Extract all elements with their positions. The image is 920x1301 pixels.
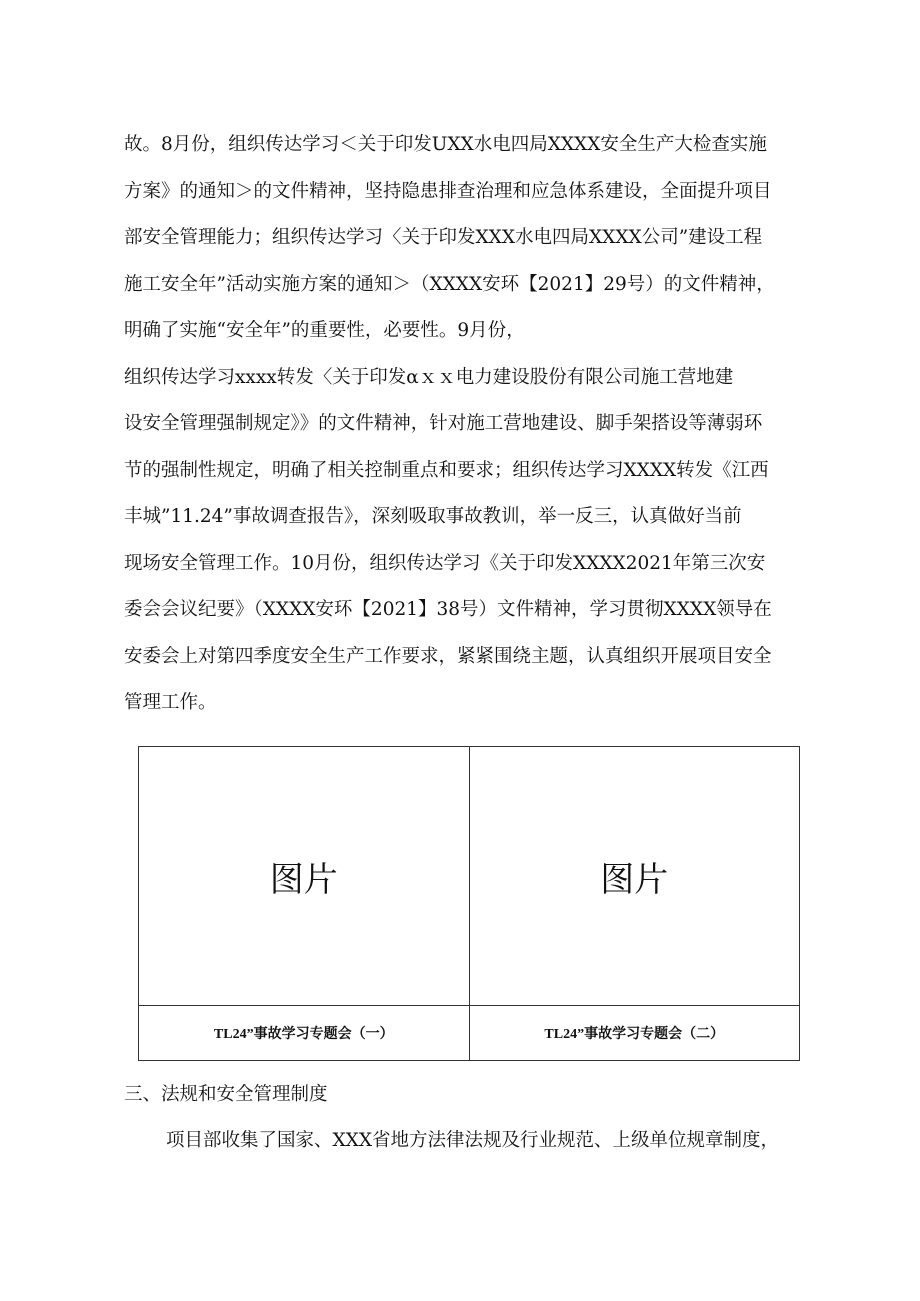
text-line: 安委会上对第四季度安全生产工作要求，紧紧围绕主题，认真组织开展项目安全	[124, 645, 772, 667]
text-line: 丰城”11.24”事故调查报告》，深刻吸取事故教训，举一反三，认真做好当前	[124, 506, 742, 527]
left-caption: TL24”事故学习专题会（一）	[139, 1006, 470, 1061]
text-line: 设安全管理强制规定》》的文件精神，针对施工营地建设、脚手架搭设等薄弱环	[124, 413, 763, 434]
text-line: 节的强制性规定，明确了相关控制重点和要求；组织传达学习XXXX转发《江西	[124, 459, 769, 481]
text-line: 组织传达学习xxxx转发〈关于印发αｘｘ电力建设股份有限公司施工营地建	[124, 366, 734, 388]
text-line: 委会会议纪要》（XXXX安环【2021】38号）文件精神，学习贯彻XXXX领导在	[124, 599, 772, 620]
body-paragraph	[124, 122, 836, 727]
text-line: 方案》的通知＞的文件精神，坚持隐患排查治理和应急体系建设，全面提升项目	[124, 180, 772, 202]
section-paragraph: 项目部收集了国家、XXX省地方法律法规及行业规范、上级单位规章制度，	[166, 1130, 780, 1151]
right-caption: TL24”事故学习专题会（二）	[469, 1006, 800, 1061]
text-line: 管理工作。	[124, 692, 217, 713]
right-image-label: 图片	[600, 859, 669, 900]
text-line: 部安全管理能力；组织传达学习〈关于印发XXX水电四局XXXX公司”建设工程	[124, 227, 763, 248]
left-image-label: 图片	[269, 859, 338, 900]
section-heading: 三、法规和安全管理制度	[124, 1084, 328, 1105]
left-image-placeholder	[139, 747, 470, 1006]
photo-table	[138, 746, 800, 1061]
body-text	[124, 122, 836, 727]
text-line: 明确了实施“安全年”的重要性，必要性。9月份，	[124, 320, 525, 341]
right-image-placeholder	[469, 747, 800, 1006]
text-line: 现场安全管理工作。10月份，组织传达学习《关于印发XXXX2021年第三次安	[124, 552, 766, 574]
text-line: 故。8月份，组织传达学习＜关于印发UXX水电四局XXXX安全生产大检查实施	[124, 134, 767, 155]
text-line: 施工安全年”活动实施方案的通知＞（XXXX安环【2021】29号）的文件精神，	[124, 273, 775, 295]
